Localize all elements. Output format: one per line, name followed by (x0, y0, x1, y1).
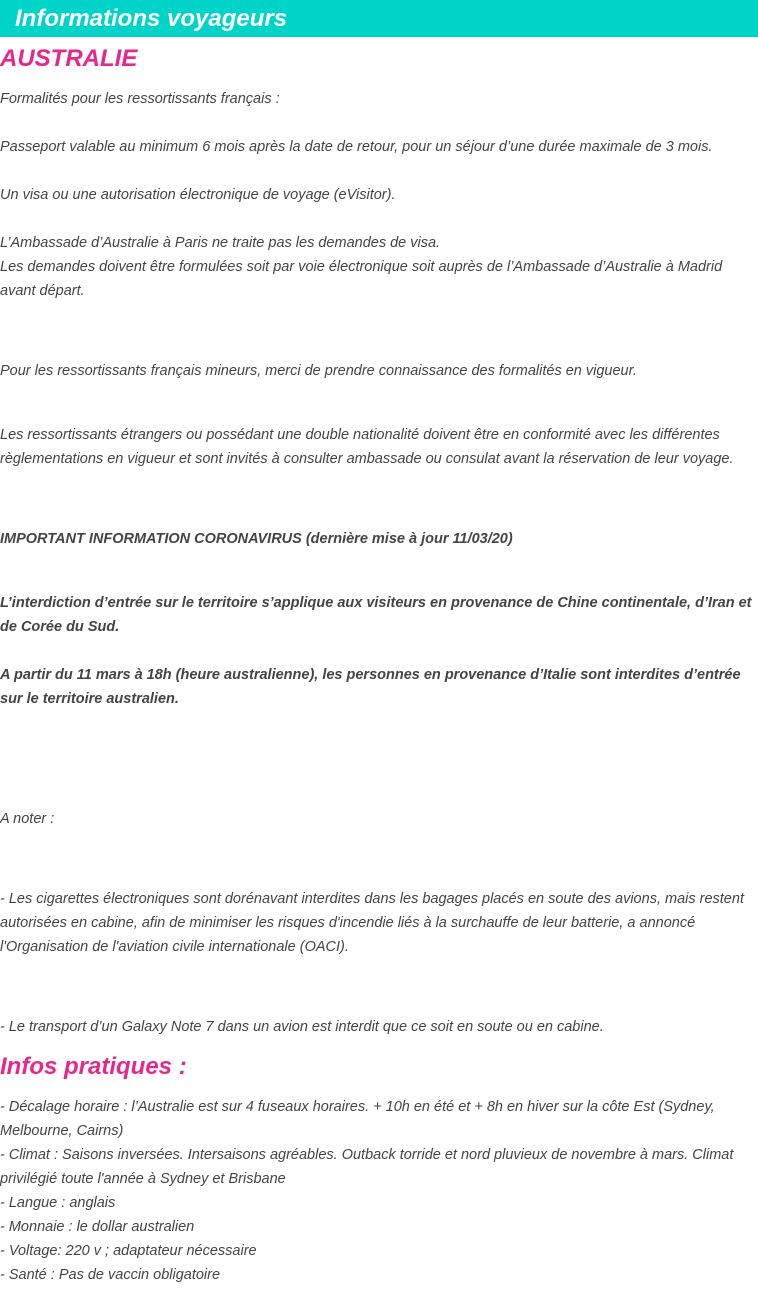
visa-text: Un visa ou une autorisation électronique de voyage (eVisitor). (0, 187, 396, 203)
practical-item-climate: - Climat : Saisons inversées. Intersaisons agréables. Outback torride et nord pluvieux de novembre à mars. Climat privilégié toute l'année à Sydney et Brisbane (0, 1147, 734, 1187)
formalities-intro: Formalités pour les ressortissants français : (0, 91, 280, 107)
note-cigarettes: - Les cigarettes électroniques sont dorénavant interdites dans les bagages placés en soute des avions, mais restent autorisées en cabine, afin de minimiser les risques d'incendie liés à la surchauffe de leur batterie, a annoncé l'Organisation de l'aviation civile internationale (OACI). (0, 891, 744, 955)
practical-item-language: - Langue : anglais (0, 1195, 116, 1211)
embassy-text-2: Les demandes doivent être formulées soit par voie électronique soit auprès de l’Ambassade d’Australie à Madrid avant départ. (0, 259, 723, 299)
practical-title: Infos pratiques : (0, 1053, 187, 1080)
practical-item-voltage: - Voltage: 220 v ; adaptateur nécessaire (0, 1243, 257, 1259)
header-bar (0, 0, 758, 37)
coronavirus-title: IMPORTANT INFORMATION CORONAVIRUS (dernière mise à jour 11/03/20) (0, 531, 513, 547)
notes-title: A noter : (0, 811, 55, 827)
page-title: Informations voyageurs (15, 5, 288, 32)
country-title: AUSTRALIE (0, 45, 138, 72)
minors-text: Pour les ressortissants français mineurs, merci de prendre connaissance des formalités en vigueur. (0, 363, 637, 379)
foreigners-text: Les ressortissants étrangers ou possédant une double nationalité doivent être en conformité avec les différentes règlementations en vigueur et sont invités à consulter ambassade ou consulat avant la réservation de leur voyage. (0, 427, 734, 467)
embassy-text-1: L’Ambassade d’Australie à Paris ne traite pas les demandes de visa. (0, 235, 441, 251)
practical-item-health: - Santé : Pas de vaccin obligatoire (0, 1267, 221, 1283)
coronavirus-italy: A partir du 11 mars à 18h (heure australienne), les personnes en provenance d’Italie sont interdites d’entrée sur le territoire australien. (0, 667, 741, 707)
practical-item-timezone: - Décalage horaire : l’Australie est sur 4 fuseaux horaires. + 10h en été et + 8h en hiver sur la côte Est (Sydney, Melbourne, Cairns) (0, 1099, 715, 1139)
coronavirus-ban: L’interdiction d’entrée sur le territoire s’applique aux visiteurs en provenance de Chine continentale, d’Iran et de Corée du Sud. (0, 595, 752, 635)
note-galaxy: - Le transport d’un Galaxy Note 7 dans un avion est interdit que ce soit en soute ou en cabine. (0, 1019, 604, 1035)
passport-text: Passeport valable au minimum 6 mois après la date de retour, pour un séjour d’une durée maximale de 3 mois. (0, 139, 713, 155)
practical-item-currency: - Monnaie : le dollar australien (0, 1219, 195, 1235)
